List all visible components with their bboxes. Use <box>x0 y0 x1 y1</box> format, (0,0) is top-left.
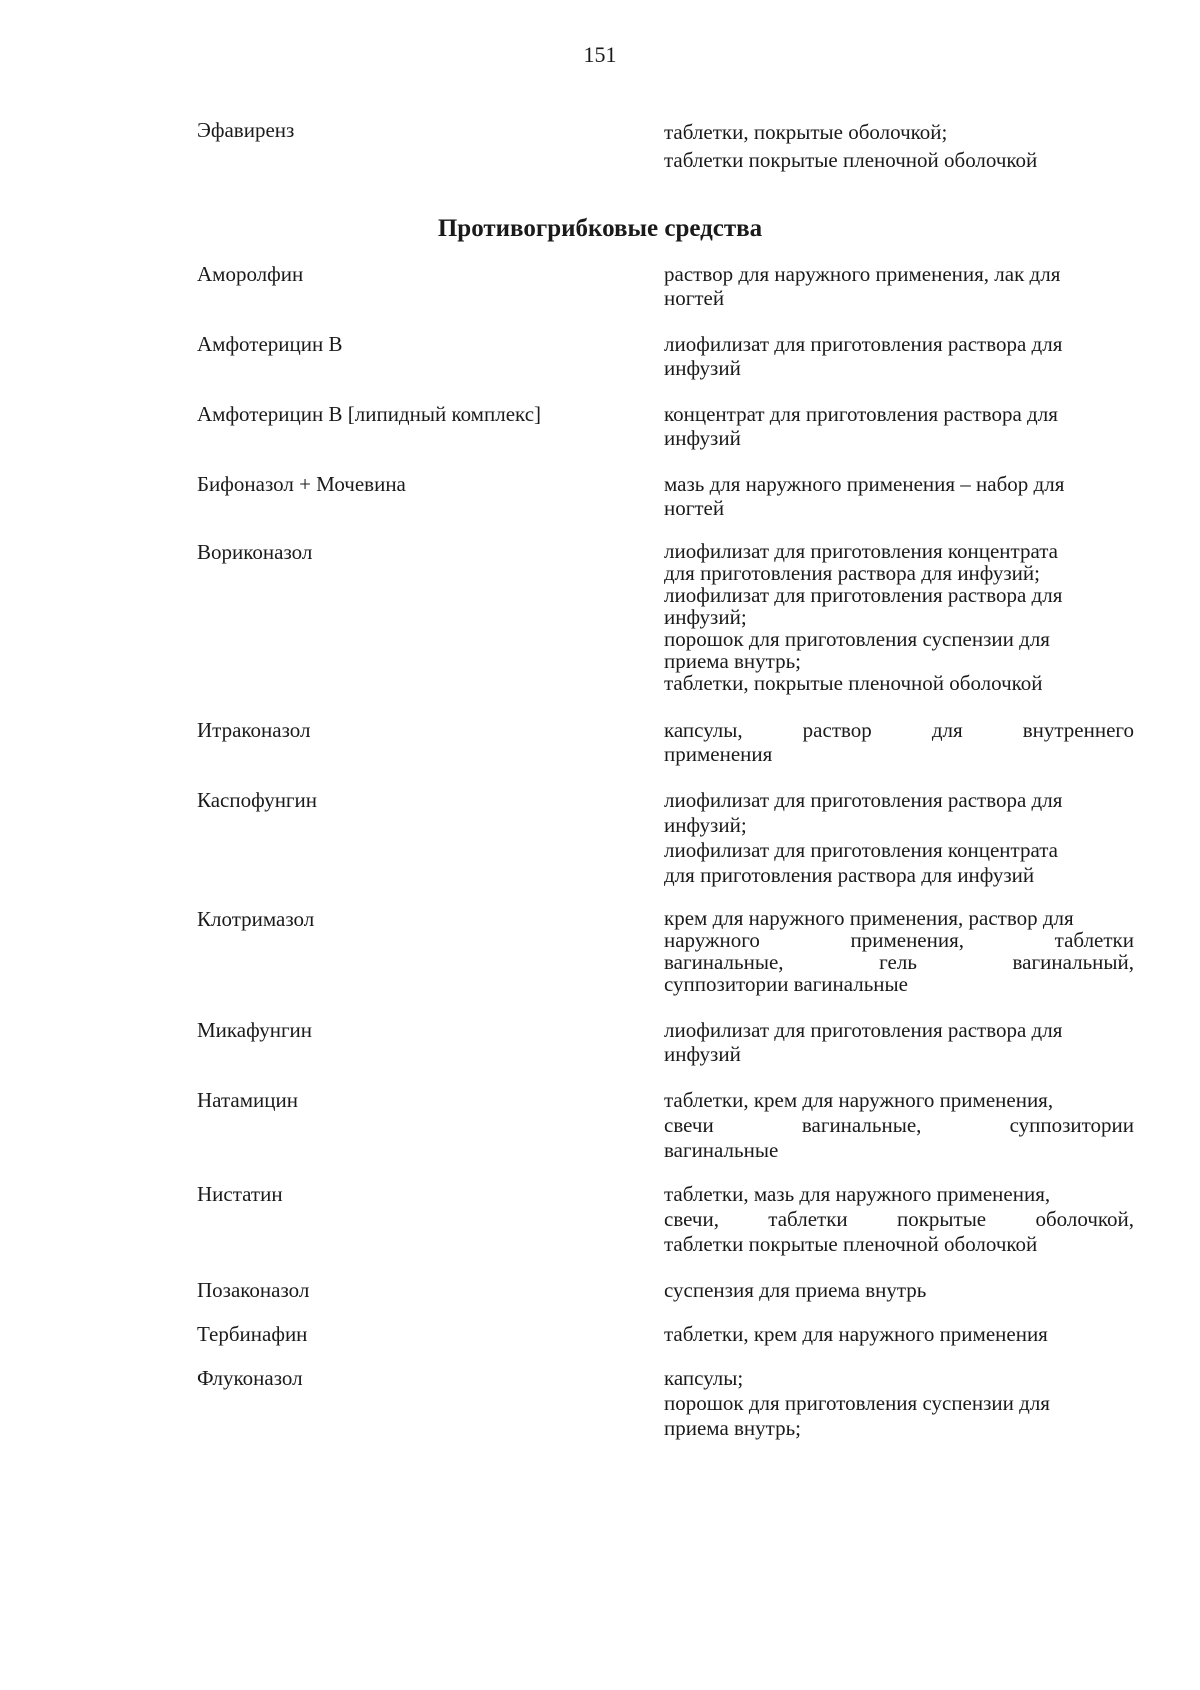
dosage-form-line: инфузий <box>664 426 741 450</box>
dosage-forms <box>664 332 1134 380</box>
dosage-forms <box>664 718 1134 766</box>
page-number: 151 <box>583 42 617 67</box>
dosage-form-line: таблетки покрытые пленочной оболочкой <box>664 148 1038 172</box>
drug-name: Эфавиренз <box>197 118 295 142</box>
dosage-form-line: крем для наружного применения, раствор для <box>664 906 1074 930</box>
drug-name: Клотримазол <box>197 907 315 931</box>
dosage-form-line: капсулы; <box>664 1366 744 1390</box>
dosage-forms <box>664 118 1134 174</box>
drug-name: Микафунгин <box>197 1018 313 1042</box>
dosage-form-line: капсулы, раствор для внутреннего <box>664 718 1134 742</box>
dosage-form-line: мазь для наружного применения – набор для <box>664 472 1065 496</box>
dosage-form-line: инфузий <box>664 1042 741 1066</box>
drug-name: Каспофунгин <box>197 788 318 812</box>
dosage-form-line: лиофилизат для приготовления раствора для <box>664 332 1063 356</box>
drug-name: Амфотерицин В <box>197 332 343 356</box>
dosage-form-line: ногтей <box>664 286 725 310</box>
dosage-form-line: свечи вагинальные, суппозитории <box>664 1113 1134 1137</box>
dosage-forms <box>664 540 1134 694</box>
dosage-forms <box>664 262 1134 310</box>
dosage-form-line: лиофилизат для приготовления концентрата <box>664 539 1059 563</box>
dosage-form-line: лиофилизат для приготовления раствора для <box>664 583 1063 607</box>
dosage-forms <box>664 402 1134 450</box>
drug-name: Амфотерицин В [липидный комплекс] <box>197 402 542 426</box>
dosage-form-line: лиофилизат для приготовления раствора для <box>664 1018 1063 1042</box>
dosage-forms <box>664 1182 1134 1257</box>
dosage-forms <box>664 907 1134 995</box>
dosage-form-line: лиофилизат для приготовления раствора для <box>664 788 1063 812</box>
drug-name: Аморолфин <box>197 262 304 286</box>
dosage-form-line: ногтей <box>664 496 725 520</box>
dosage-forms <box>664 1018 1134 1066</box>
dosage-form-line: приема внутрь; <box>664 649 802 673</box>
dosage-form-line: инфузий; <box>664 813 747 837</box>
drug-name: Натамицин <box>197 1088 298 1112</box>
dosage-form-line: суппозитории вагинальные <box>664 972 908 996</box>
dosage-form-line: для приготовления раствора для инфузий; <box>664 561 1040 585</box>
dosage-form-line: свечи, таблетки покрытые оболочкой, <box>664 1207 1134 1231</box>
dosage-form-line: вагинальные <box>664 1138 779 1162</box>
dosage-form-line: порошок для приготовления суспензии для <box>664 627 1050 651</box>
dosage-form-line: суспензия для приема внутрь <box>664 1278 927 1302</box>
dosage-forms <box>664 1278 1134 1302</box>
dosage-forms <box>664 1322 1134 1346</box>
drug-name: Тербинафин <box>197 1322 308 1346</box>
drug-name: Вориконазол <box>197 540 313 564</box>
dosage-forms <box>664 788 1134 888</box>
dosage-form-line: таблетки, крем для наружного применения, <box>664 1088 1054 1112</box>
dosage-form-line: таблетки, покрытые пленочной оболочкой <box>664 671 1043 695</box>
dosage-form-line: для приготовления раствора для инфузий <box>664 863 1035 887</box>
drug-name: Бифоназол + Мочевина <box>197 472 406 496</box>
dosage-forms <box>664 1088 1134 1163</box>
dosage-form-line: таблетки, покрытые оболочкой; <box>664 120 948 144</box>
section-title: Противогрибковые средства <box>437 215 763 242</box>
dosage-form-line: таблетки покрытые пленочной оболочкой <box>664 1232 1038 1256</box>
dosage-forms <box>664 1366 1134 1441</box>
dosage-form-line: раствор для наружного применения, лак для <box>664 262 1061 286</box>
dosage-form-line: инфузий <box>664 356 741 380</box>
dosage-forms <box>664 472 1134 520</box>
dosage-form-line: порошок для приготовления суспензии для <box>664 1391 1050 1415</box>
dosage-form-line: наружного применения, таблетки <box>664 928 1134 952</box>
dosage-form-line: таблетки, мазь для наружного применения, <box>664 1182 1051 1206</box>
dosage-form-line: таблетки, крем для наружного применения <box>664 1322 1048 1346</box>
drug-name: Флуконазол <box>197 1366 303 1390</box>
dosage-form-line: инфузий; <box>664 605 747 629</box>
dosage-form-line: применения <box>664 742 773 766</box>
dosage-form-line: приема внутрь; <box>664 1416 802 1440</box>
drug-name: Нистатин <box>197 1182 283 1206</box>
dosage-form-line: вагинальные, гель вагинальный, <box>664 950 1134 974</box>
drug-name: Итраконазол <box>197 718 311 742</box>
dosage-form-line: концентрат для приготовления раствора для <box>664 402 1058 426</box>
dosage-form-line: лиофилизат для приготовления концентрата <box>664 838 1059 862</box>
drug-name: Позаконазол <box>197 1278 310 1302</box>
